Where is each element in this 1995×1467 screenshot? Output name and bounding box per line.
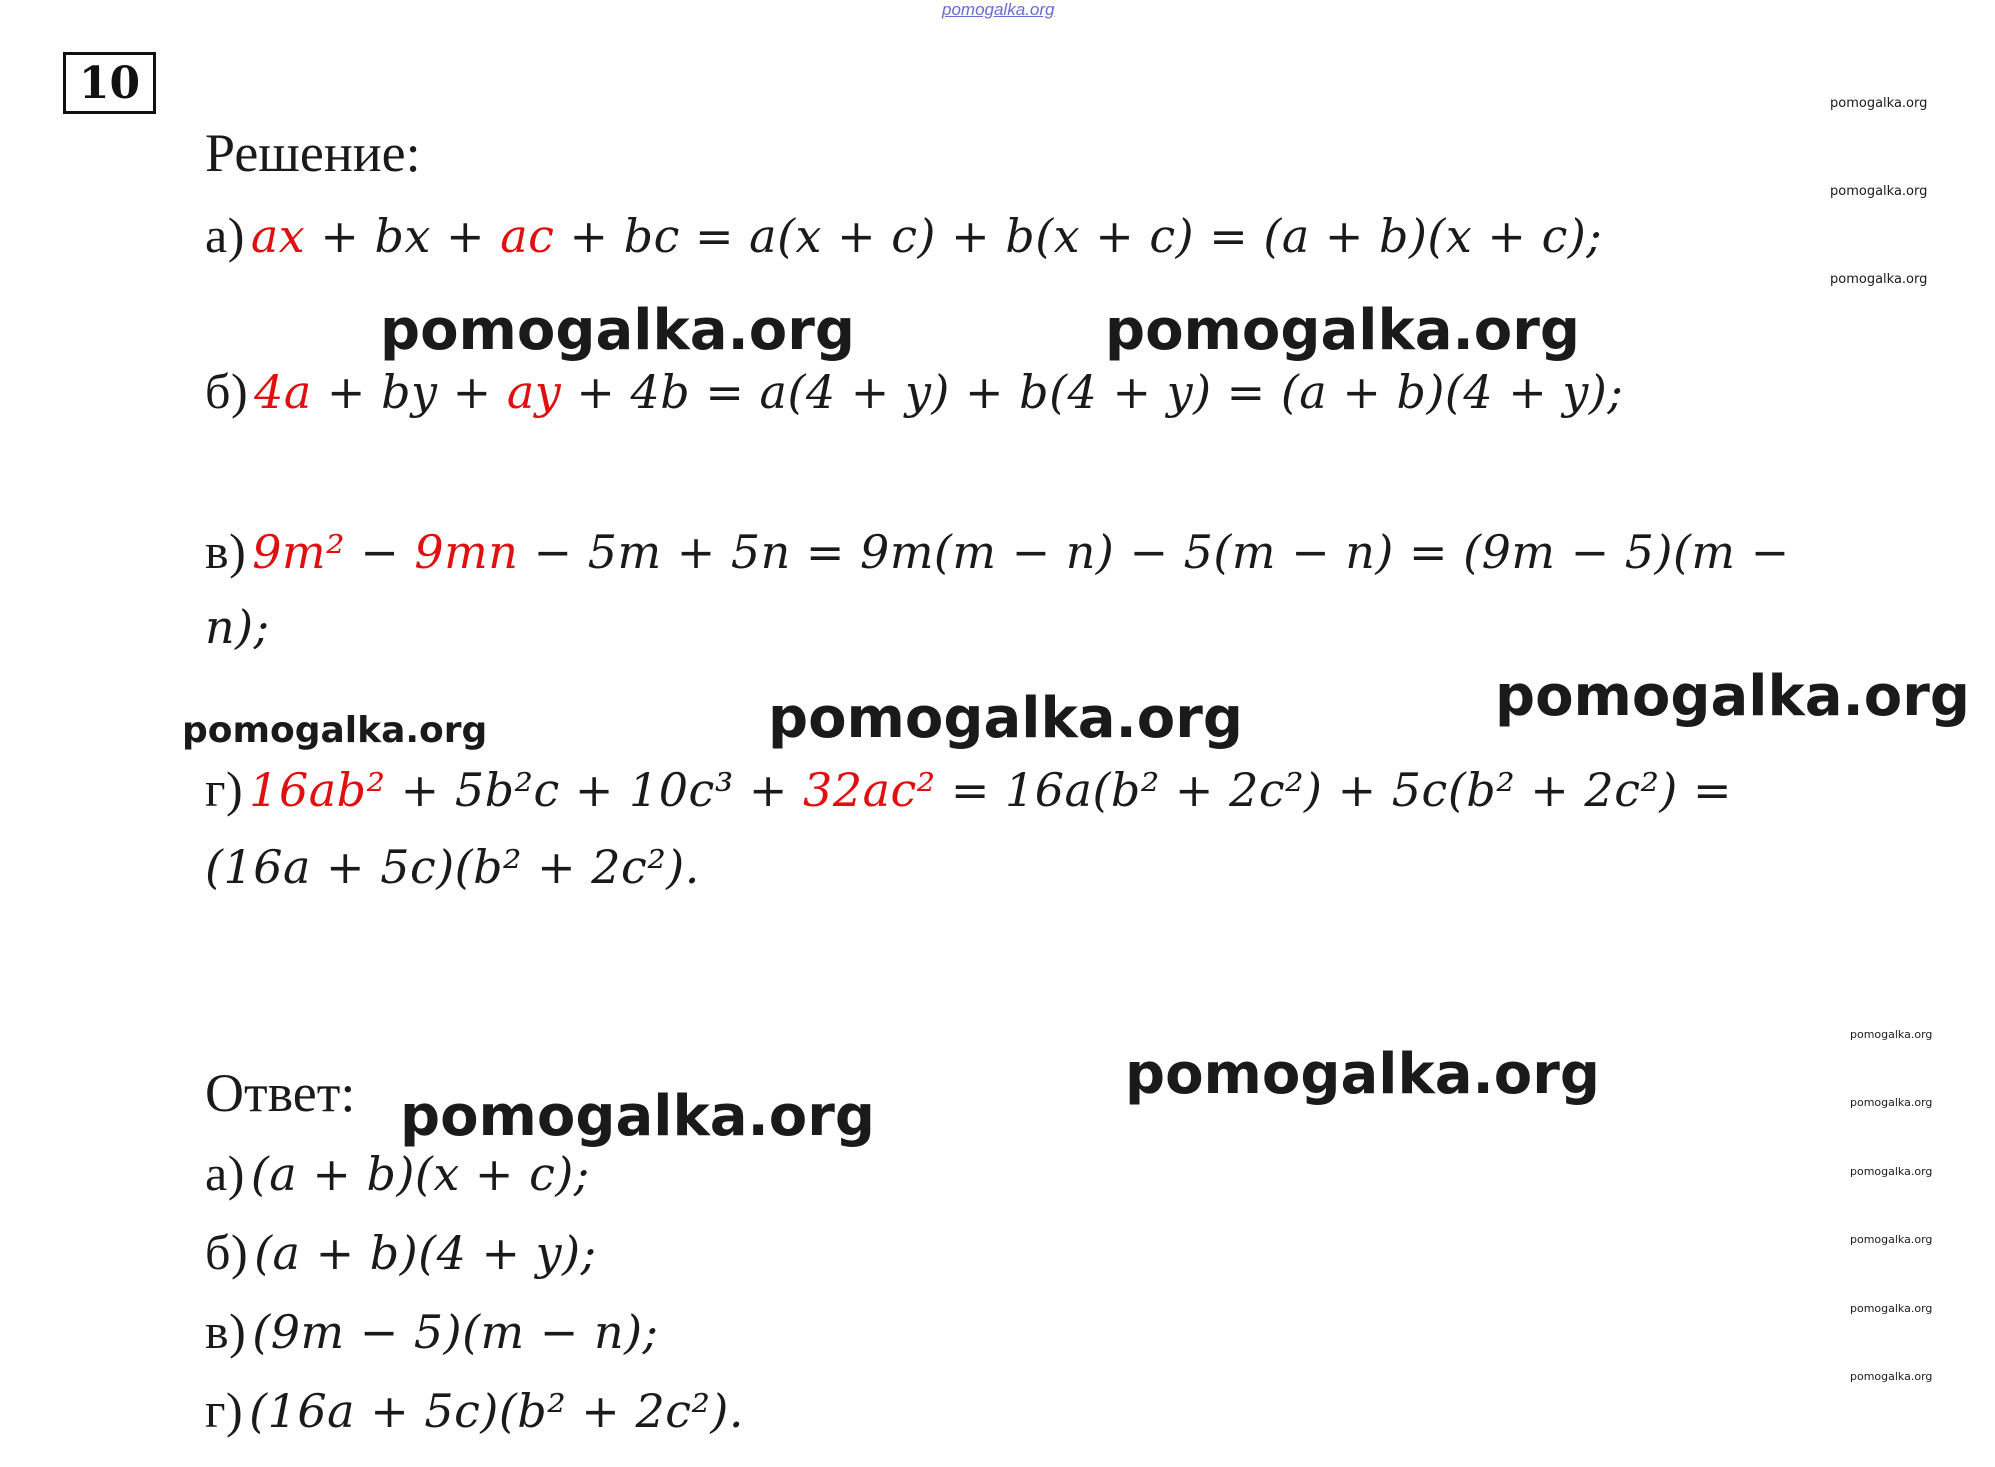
expression-part: = 16a(b² + 2c²) + 5c(b² + 2c²) =	[935, 763, 1733, 817]
item-label: б)	[205, 363, 249, 419]
answer-b	[205, 1223, 597, 1281]
watermark: pomogalka.org	[1125, 1042, 1600, 1107]
watermark: pomogalka.org	[1830, 272, 1928, 287]
watermark: pomogalka.org	[380, 298, 855, 363]
watermark: pomogalka.org	[1830, 184, 1928, 199]
solution-g-continuation	[205, 840, 700, 894]
solution-v	[205, 522, 1790, 580]
solution-b	[205, 362, 1623, 420]
item-label: а)	[205, 207, 245, 263]
watermark: pomogalka.org	[1850, 1096, 1933, 1109]
highlight-term: 9m²	[252, 525, 346, 579]
expression-part: + 4b = a(4 + y) + b(4 + y) = (a + b)(4 + y);	[561, 365, 1624, 419]
highlight-term: 32ac²	[803, 763, 936, 817]
item-label: в)	[205, 1303, 247, 1359]
task-number: 10	[78, 57, 141, 109]
watermark: pomogalka.org	[1850, 1302, 1933, 1315]
answer-expression: (16a + 5c)(b² + 2c²).	[249, 1384, 744, 1438]
expression-part: − 5m + 5n = 9m(m − n) − 5(m − n) = (9m − 5)(m −	[518, 525, 1790, 579]
watermark: pomogalka.org	[1850, 1233, 1933, 1246]
highlight-term: 4a	[254, 365, 312, 419]
item-label: г)	[205, 1382, 244, 1438]
highlight-term: ay	[506, 365, 562, 419]
expression-part: + bx +	[305, 209, 501, 263]
watermark: pomogalka.org	[1850, 1165, 1933, 1178]
item-label: в)	[205, 523, 247, 579]
expression-part: −	[345, 525, 415, 579]
site-link[interactable]: pomogalka.org	[942, 0, 1055, 19]
watermark: pomogalka.org	[1495, 664, 1970, 729]
item-label: а)	[205, 1145, 245, 1201]
answer-v	[205, 1302, 659, 1360]
highlight-term: 9mn	[414, 525, 519, 579]
answer-a	[205, 1144, 590, 1202]
expression-part: (16a + 5c)(b² + 2c²).	[205, 840, 700, 894]
watermark: pomogalka.org	[1850, 1370, 1933, 1383]
highlight-term: ac	[500, 209, 555, 263]
watermark: pomogalka.org	[1850, 1028, 1933, 1041]
expression-part: + by +	[311, 365, 507, 419]
answer-expression: (9m − 5)(m − n);	[252, 1305, 659, 1359]
item-label: б)	[205, 1224, 249, 1280]
answer-g	[205, 1381, 744, 1439]
expression-part: + 5b²c + 10c³ +	[385, 763, 804, 817]
watermark: pomogalka.org	[1830, 96, 1928, 111]
task-number-box	[63, 52, 156, 114]
solution-g	[205, 760, 1732, 818]
solution-a	[205, 206, 1602, 264]
highlight-term: 16ab²	[249, 763, 386, 817]
answer-expression: (a + b)(x + c);	[250, 1147, 590, 1201]
answer-heading: Ответ:	[205, 1063, 356, 1123]
expression-part: n);	[205, 600, 270, 654]
expression-part: + bc = a(x + c) + b(x + c) = (a + b)(x + c);	[554, 209, 1603, 263]
solution-v-continuation	[205, 600, 270, 654]
highlight-term: ax	[250, 209, 306, 263]
item-label: г)	[205, 761, 244, 817]
answer-expression: (a + b)(4 + y);	[254, 1226, 597, 1280]
watermark: pomogalka.org	[768, 686, 1243, 751]
watermark: pomogalka.org	[182, 710, 488, 751]
solution-heading: Решение:	[205, 123, 421, 183]
watermark: pomogalka.org	[400, 1084, 875, 1149]
watermark: pomogalka.org	[1105, 298, 1580, 363]
